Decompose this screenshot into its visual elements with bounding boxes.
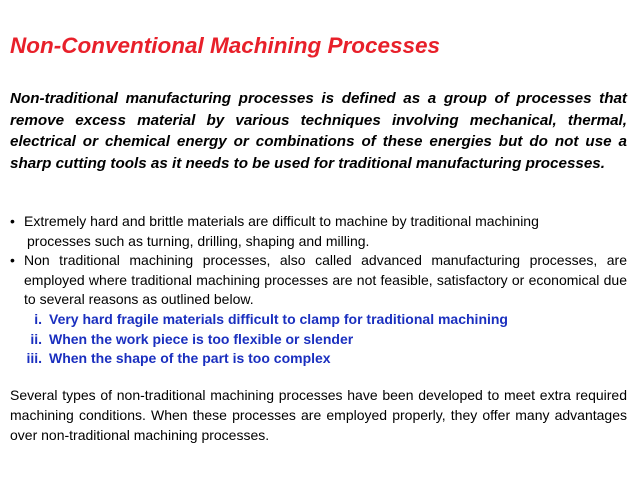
- reason-text: When the work piece is too flexible or slender: [49, 330, 354, 347]
- bullet-list: [10, 212, 627, 369]
- reason-text: Very hard fragile materials difficult to clamp for traditional machining: [49, 310, 508, 327]
- reason-item: [10, 310, 627, 330]
- reason-text: When the shape of the part is too complex: [49, 350, 331, 367]
- bullet-text: Non traditional machining processes, also called advanced manufacturing processes, are employed where traditional machining processes are not feasible, satisfactory or economical due to several reasons as outlined below.: [24, 252, 627, 308]
- bullet-icon: •: [10, 252, 15, 269]
- bullet-item-hard-materials: [10, 212, 627, 251]
- reason-item: [10, 330, 627, 350]
- bullet-text-line-1: Extremely hard and brittle materials are difficult to machine by traditional machining: [24, 213, 539, 229]
- closing-paragraph: Several types of non-traditional machining processes have been developed to meet extra required machining conditions. When these processes are employed properly, they offer many advantages over non-traditional machining processes.: [10, 387, 627, 443]
- bullet-item-non-traditional: [10, 251, 627, 310]
- reason-number: ii.: [30, 330, 42, 347]
- bullet-text-line-2: processes such as turning, drilling, shaping and milling.: [27, 232, 370, 249]
- slide-title: Non-Conventional Machining Processes: [10, 33, 441, 58]
- reason-number: iii.: [26, 350, 42, 367]
- intro-paragraph: Non-traditional manufacturing processes is defined as a group of processes that remove excess material by various techniques involving mechanical, thermal, electrical or chemical energy or combinations of these energies but do not use a sharp cutting tools as it needs to be used for traditional manufacturing processes.: [10, 90, 627, 172]
- bullet-icon: •: [10, 213, 15, 229]
- reason-number: i.: [34, 310, 42, 327]
- reasons-list: [10, 310, 627, 369]
- reason-item: [10, 349, 627, 369]
